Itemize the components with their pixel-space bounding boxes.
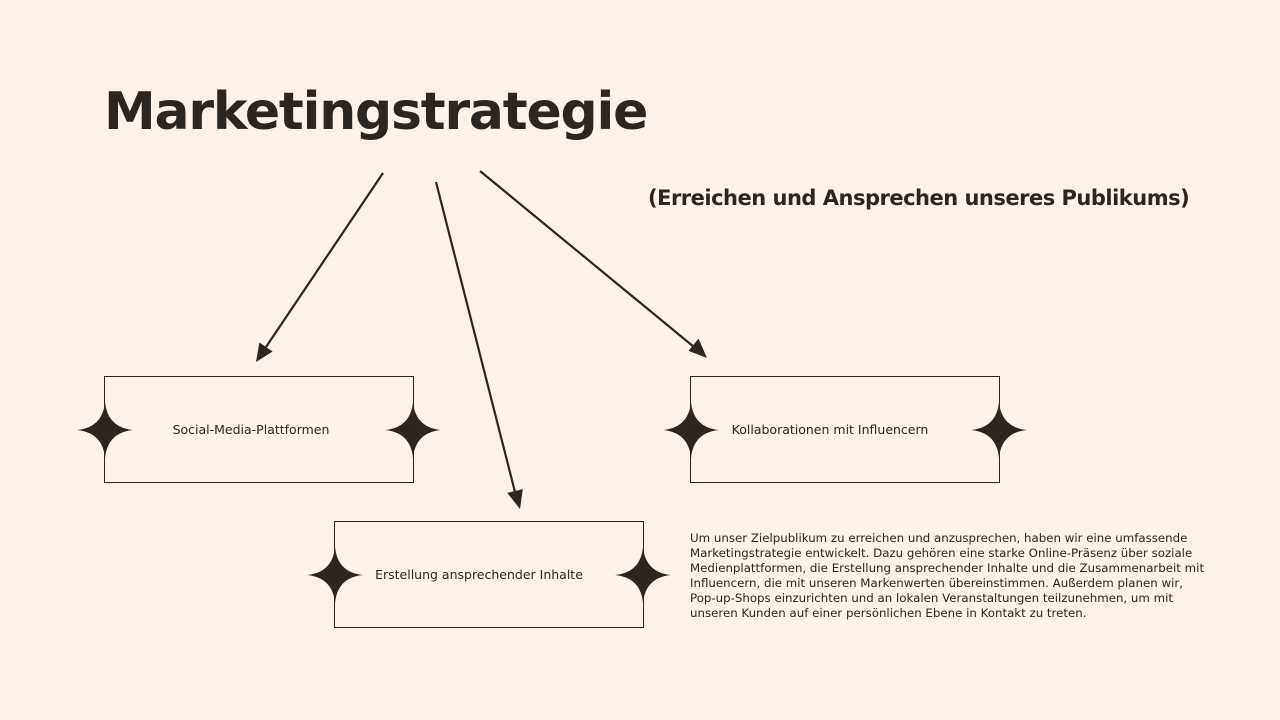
node-influencer-label: Kollaborationen mit Influencern: [731, 422, 929, 437]
arrow-to-content-head: [507, 489, 523, 509]
node-social-media-label: Social-Media-Plattformen: [172, 422, 330, 437]
sparkle-star-icon: [663, 402, 719, 458]
arrow-to-influencer-line: [480, 171, 694, 347]
sparkle-star-icon: [77, 402, 133, 458]
description-paragraph: Um unser Zielpublikum zu erreichen und anzusprechen, haben wir eine umfassende Marketingstrategie entwickelt. Dazu gehören eine starke Online-Präsenz über soziale Medienplattformen, die Erstellung ansprechender Inhalte und die Zusammenarbeit mit Influencern, die mit unseren Markenwerten übereinstimmen. Außerdem planen wir, Pop-up-Shops einzurichten und an lokalen Veranstaltungen teilzunehmen, um mit unseren Kunden auf einer persönlichen Ebene in Kontakt zu treten.: [690, 531, 1205, 620]
sparkle-star-icon: [385, 402, 441, 458]
arrow-to-influencer-head: [689, 339, 708, 358]
diagram-title: Marketingstrategie: [104, 82, 648, 142]
node-social-media: [104, 376, 414, 483]
sparkle-star-icon: [307, 547, 363, 603]
arrow-to-social-line: [266, 173, 383, 347]
sparkle-star-icon: [615, 547, 671, 603]
arrow-to-content-line: [436, 182, 515, 492]
node-content-label: Erstellung ansprechender Inhalte: [375, 567, 583, 582]
diagram-subtitle: (Erreichen und Ansprechen unseres Publikums): [648, 186, 1190, 210]
arrow-to-social-head: [256, 343, 273, 363]
node-influencer: [690, 376, 1000, 483]
sparkle-star-icon: [971, 402, 1027, 458]
node-content: [334, 521, 644, 628]
